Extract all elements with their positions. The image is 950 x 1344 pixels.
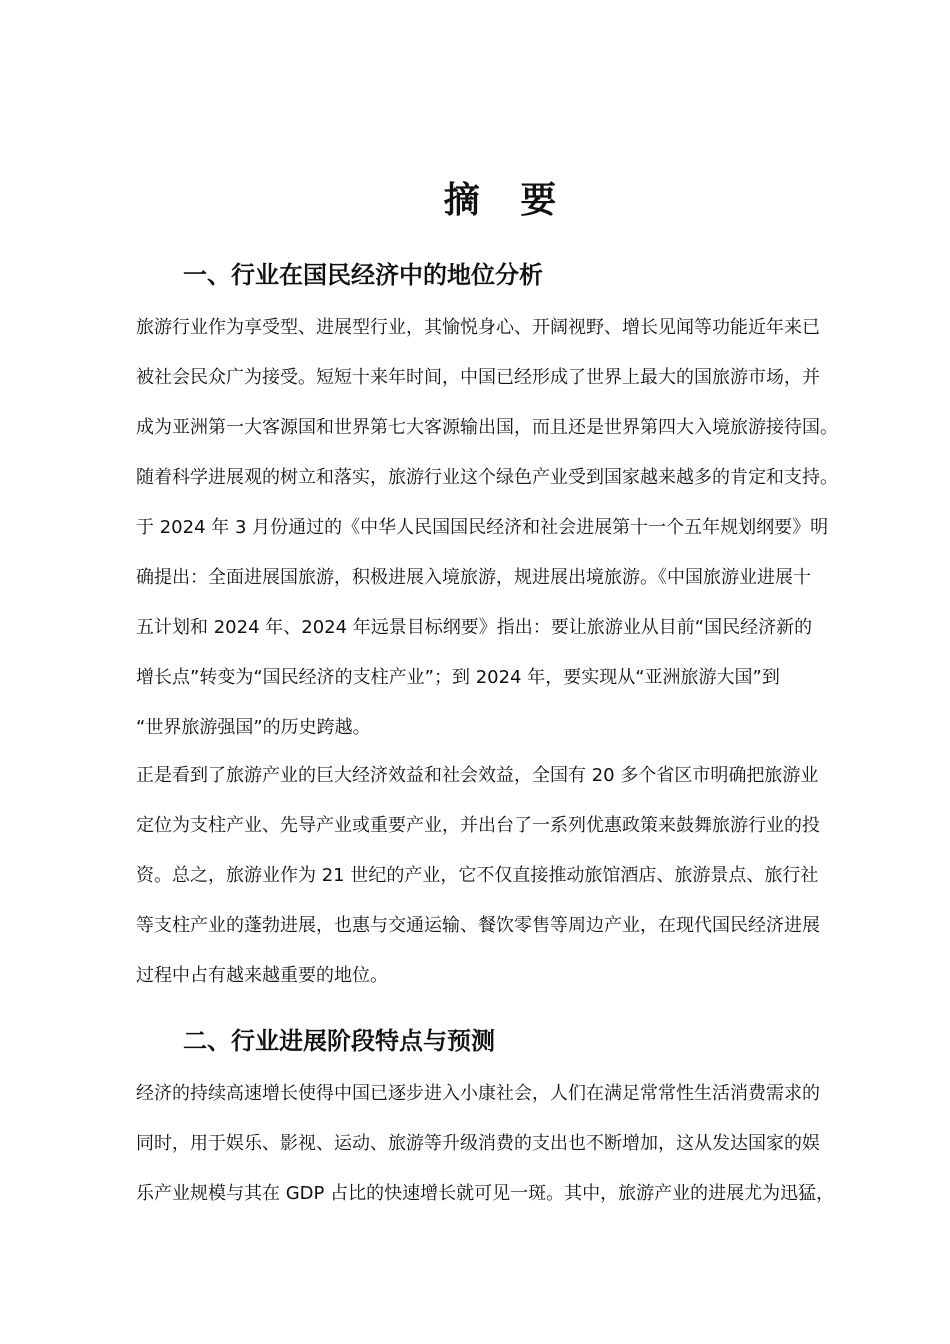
text-line: 经济的持续高速增长使得中国已逐步进入小康社会，人们在满足常常性生活消费需求的 — [136, 1083, 820, 1104]
text-line: 确提出：全面进展国旅游，积极进展入境旅游，规进展出境旅游。《中国旅游业进展十 — [136, 567, 811, 588]
section-heading-1: 一、行业在国民经济中的地位分析 — [183, 261, 543, 289]
text-line: 成为亚洲第一大客源国和世界第七大客源输出国，而且还是世界第四大入境旅游接待国。 — [136, 417, 838, 438]
text-line: 过程中占有越来越重要的地位。 — [136, 965, 388, 986]
text-line: 于 2024 年 3 月份通过的《中华人民国国民经济和社会进展第十一个五年规划纲要》明 — [136, 517, 829, 538]
text-line: 增长点”转变为“国民经济的支柱产业”；到 2024 年，要实现从“亚洲旅游大国”到 — [136, 667, 780, 688]
text-line: 随着科学进展观的树立和落实，旅游行业这个绿色产业受到国家越来越多的肯定和支持。 — [136, 467, 838, 488]
text-line: “世界旅游强国”的历史跨越。 — [136, 717, 371, 738]
text-line: 正是看到了旅游产业的巨大经济效益和社会效益，全国有 20 多个省区市明确把旅游业 — [136, 765, 819, 786]
section-heading-2: 二、行业进展阶段特点与预测 — [183, 1027, 495, 1055]
text-line: 资。总之，旅游业作为 21 世纪的产业，它不仅直接推动旅馆酒店、旅游景点、旅行社 — [136, 865, 819, 886]
section-1-paragraph-2 — [136, 751, 888, 1001]
text-line: 同时，用于娱乐、影视、运动、旅游等升级消费的支出也不断增加，这从发达国家的娱 — [136, 1133, 820, 1154]
page-title: 摘 要 — [443, 180, 571, 221]
text-line: 定位为支柱产业、先导产业或重要产业，并出台了一系列优惠政策来鼓舞旅游行业的投 — [136, 815, 820, 836]
section-1-paragraph-1 — [136, 303, 888, 753]
text-line: 旅游行业作为享受型、进展型行业，其愉悦身心、开阔视野、增长见闻等功能近年来已 — [136, 317, 820, 338]
text-line: 被社会民众广为接受。短短十来年时间，中国已经形成了世界上最大的国旅游市场，并 — [136, 367, 820, 388]
text-line: 等支柱产业的蓬勃进展，也惠与交通运输、餐饮零售等周边产业，在现代国民经济进展 — [136, 915, 820, 936]
section-2-paragraph-1 — [136, 1069, 888, 1219]
text-line: 五计划和 2024 年、2024 年远景目标纲要》指出：要让旅游业从目前“国民经济新的 — [136, 617, 813, 638]
text-line: 乐产业规模与其在 GDP 占比的快速增长就可见一斑。其中，旅游产业的进展尤为迅猛， — [136, 1183, 835, 1204]
